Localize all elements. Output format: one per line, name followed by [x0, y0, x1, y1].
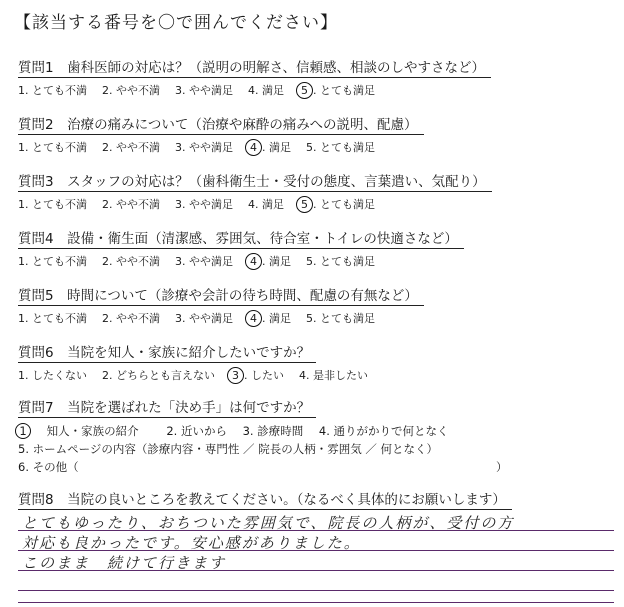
- option-number: 1: [18, 312, 25, 325]
- answer-line-3: このまま 続けて行きます: [22, 554, 227, 572]
- option-number: 3: [175, 312, 182, 325]
- question-heading: 質問6 当院を知人・家族に紹介したいですか？: [18, 341, 316, 363]
- option-dot: .: [25, 84, 32, 97]
- option-1[interactable]: [18, 310, 87, 326]
- page-title: 【該当する番号を〇で囲んでください】: [14, 13, 338, 33]
- question-heading: 質問4 設備・衛生面（清潔感、雰囲気、待合室・トイレの快適さなど）: [18, 227, 464, 249]
- question-options: [18, 82, 618, 99]
- option-1[interactable]: [18, 196, 87, 212]
- option-dot: .: [182, 84, 189, 97]
- option-2[interactable]: [102, 139, 160, 155]
- option-number: 4: [245, 310, 262, 327]
- option-text: したい: [251, 369, 284, 382]
- option-5[interactable]: [306, 253, 375, 269]
- question-heading: 質問2 治療の痛みについて（治療や麻酔の痛みへの説明、配慮）: [18, 113, 424, 135]
- option-dot: .: [25, 312, 32, 325]
- option-number: 5: [306, 141, 313, 154]
- option-number: 5: [306, 312, 313, 325]
- option-1[interactable]: [18, 82, 87, 98]
- option-dot: .: [313, 198, 320, 211]
- option-dot: .: [109, 312, 116, 325]
- option-dot: .: [306, 369, 313, 382]
- option-4[interactable]: [248, 139, 291, 156]
- option-text: やや満足: [189, 255, 233, 268]
- option-dot: .: [182, 198, 189, 211]
- option-dot: .: [25, 369, 32, 382]
- option-4[interactable]: [248, 310, 291, 327]
- option-dot: .: [244, 369, 251, 382]
- option-number: 3: [175, 84, 182, 97]
- option-2[interactable]: [102, 367, 215, 383]
- option-1[interactable]: [18, 367, 87, 383]
- option-2[interactable]: [102, 310, 160, 326]
- question-options: [18, 367, 618, 384]
- option-5[interactable]: [306, 139, 375, 155]
- question-7: [18, 396, 618, 476]
- option-number: 1: [18, 141, 25, 154]
- option-5[interactable]: [306, 310, 375, 326]
- option-text: とても満足: [320, 255, 375, 268]
- option-number: 4: [248, 198, 255, 211]
- question-6: [18, 341, 618, 384]
- answer-rule: [18, 590, 614, 591]
- answer-line-2: 対応も良かったです。安心感がありました。: [22, 534, 361, 552]
- option-number: 4: [245, 253, 262, 270]
- question-options: [18, 139, 618, 156]
- option-dot: .: [109, 369, 116, 382]
- option-number: 4: [245, 139, 262, 156]
- option-3[interactable]: [175, 310, 233, 326]
- option-text: どちらとも言えない: [116, 369, 215, 382]
- option-text: 是非したい: [313, 369, 368, 382]
- option-text: 満足: [269, 312, 291, 325]
- option-number: 2: [102, 255, 109, 268]
- option-2[interactable]: 2. 近いから: [166, 424, 227, 438]
- option-number: 1: [18, 84, 25, 97]
- option-2[interactable]: [102, 82, 160, 98]
- option-5[interactable]: [299, 82, 375, 99]
- option-text: やや満足: [189, 84, 233, 97]
- option-number: 1: [15, 423, 31, 439]
- option-6-close: ）: [496, 460, 508, 474]
- option-dot: .: [182, 141, 189, 154]
- question-heading: 質問5 時間について（診療や会計の待ち時間、配慮の有無など）: [18, 284, 424, 306]
- option-number: 3: [175, 198, 182, 211]
- option-text: やや不満: [116, 312, 160, 325]
- option-dot: .: [109, 84, 116, 97]
- question-4: [18, 227, 618, 270]
- question-5: [18, 284, 618, 327]
- option-number: 1: [18, 255, 25, 268]
- option-6[interactable]: 6. その他（: [18, 460, 79, 474]
- option-text: とても満足: [320, 84, 375, 97]
- option-4[interactable]: [248, 196, 284, 212]
- question-3: [18, 170, 618, 213]
- option-dot: .: [109, 141, 116, 154]
- option-text: 満足: [269, 141, 291, 154]
- option-number: 3: [175, 255, 182, 268]
- option-number: 4: [299, 369, 306, 382]
- option-dot: .: [109, 255, 116, 268]
- option-number: 1: [18, 198, 25, 211]
- option-dot: .: [182, 312, 189, 325]
- answer-rule: [18, 602, 614, 603]
- option-text: 知人・家族の紹介: [46, 424, 139, 438]
- option-1[interactable]: [18, 139, 87, 155]
- option-text: やや満足: [189, 312, 233, 325]
- option-text: やや不満: [116, 255, 160, 268]
- option-4[interactable]: [248, 253, 291, 270]
- option-dot: .: [262, 312, 269, 325]
- option-number: 3: [227, 367, 244, 384]
- option-number: 2: [102, 141, 109, 154]
- option-3[interactable]: [175, 253, 233, 269]
- option-3[interactable]: [230, 367, 284, 384]
- option-2[interactable]: [102, 253, 160, 269]
- answer-line-1: とてもゆったり、おちついた雰囲気で、院長の人柄が、受付の方: [22, 514, 515, 532]
- option-text: とても満足: [320, 198, 375, 211]
- option-text: とても不満: [32, 198, 87, 211]
- question-options: [18, 253, 618, 270]
- option-dot: .: [313, 141, 320, 154]
- question-options: [18, 422, 618, 476]
- option-text: 満足: [262, 84, 284, 97]
- option-number: 5: [306, 255, 313, 268]
- option-dot: .: [25, 141, 32, 154]
- option-text: 満足: [262, 198, 284, 211]
- option-text: とても満足: [320, 141, 375, 154]
- option-1[interactable]: [18, 422, 151, 440]
- option-3[interactable]: [175, 139, 233, 155]
- option-4[interactable]: 4. 通りがかりで何となく: [318, 424, 449, 438]
- option-3[interactable]: [175, 82, 233, 98]
- question-heading: 質問1 歯科医師の対応は？（説明の明解さ、信頼感、相談のしやすさなど）: [18, 56, 491, 78]
- option-dot: .: [109, 198, 116, 211]
- option-number: 2: [102, 84, 109, 97]
- question-1: [18, 56, 618, 99]
- question-heading: 質問8 当院の良いところを教えてください。（なるべく具体的にお願いします）: [18, 488, 512, 510]
- option-2[interactable]: [102, 196, 160, 212]
- option-text: とても不満: [32, 255, 87, 268]
- option-4[interactable]: [299, 367, 368, 383]
- option-number: 5: [296, 196, 313, 213]
- option-3[interactable]: 3. 診療時間: [242, 424, 304, 438]
- option-text: したくない: [32, 369, 87, 382]
- option-text: やや満足: [189, 198, 233, 211]
- question-2: [18, 113, 618, 156]
- question-heading: 質問3 スタッフの対応は？（歯科衛生士・受付の態度、言葉遣い、気配り）: [18, 170, 492, 192]
- option-dot: .: [313, 84, 320, 97]
- option-dot: .: [262, 255, 269, 268]
- option-dot: .: [313, 312, 320, 325]
- option-5[interactable]: 5. ホームページの内容（診療内容・専門性 ／ 院長の人柄・雰囲気 ／ 何となく）: [18, 442, 439, 456]
- option-text: 満足: [269, 255, 291, 268]
- option-1[interactable]: [18, 253, 87, 269]
- option-number: 2: [102, 312, 109, 325]
- option-number: 2: [102, 198, 109, 211]
- option-5[interactable]: [299, 196, 375, 213]
- option-number: 4: [248, 84, 255, 97]
- option-dot: .: [25, 198, 32, 211]
- option-dot: .: [262, 141, 269, 154]
- option-dot: .: [182, 255, 189, 268]
- option-number: 1: [18, 369, 25, 382]
- option-number: 5: [296, 82, 313, 99]
- question-heading: 質問7 当院を選ばれた「決め手」は何ですか？: [18, 396, 316, 418]
- option-text: とても不満: [32, 312, 87, 325]
- option-text: とても不満: [32, 84, 87, 97]
- option-4[interactable]: [248, 82, 284, 98]
- option-text: とても不満: [32, 141, 87, 154]
- option-dot: .: [255, 198, 262, 211]
- option-dot: .: [313, 255, 320, 268]
- option-text: やや不満: [116, 198, 160, 211]
- option-3[interactable]: [175, 196, 233, 212]
- option-dot: .: [255, 84, 262, 97]
- question-options: [18, 310, 618, 327]
- options-row-1: [18, 422, 618, 440]
- question-8: [18, 488, 618, 510]
- question-options: [18, 196, 618, 213]
- option-number: 2: [102, 369, 109, 382]
- option-text: やや不満: [116, 141, 160, 154]
- options-row-2: [18, 440, 618, 458]
- option-text: やや満足: [189, 141, 233, 154]
- option-dot: .: [25, 255, 32, 268]
- option-text: とても満足: [320, 312, 375, 325]
- option-text: やや不満: [116, 84, 160, 97]
- options-row-3: [18, 458, 618, 476]
- option-number: 3: [175, 141, 182, 154]
